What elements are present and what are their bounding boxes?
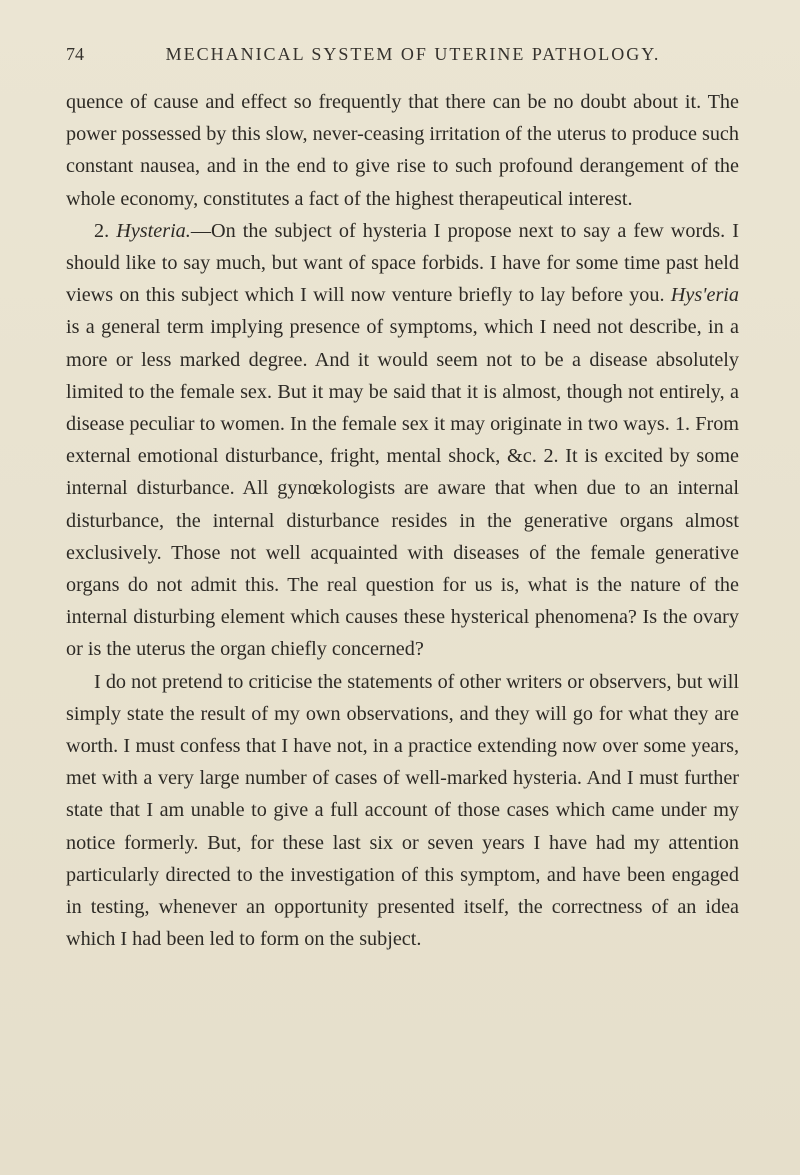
paragraph-continuation: quence of cause and effect so frequently that there can be no doubt about it. The power possessed by this slow, never-ceasing irritation of the uterus to produce such constant nausea, and in the end to give rise to such profound derangement of the whole economy, constitutes a fact of the highest therapeutical interest.	[66, 91, 739, 210]
page-number: 74	[66, 44, 84, 64]
italic-term: Hys'eria	[670, 284, 740, 307]
section-text: —On the subject of hysteria I propose next to say a few words. I should like to say much, but want of space forbids. I have for some time past held views on this subject which I will now venture briefly to lay before you.	[66, 219, 739, 307]
paragraph-hysteria	[66, 215, 739, 666]
section-number: 2.	[94, 219, 110, 242]
running-title: MECHANICAL SYSTEM OF UTERINE PATHOLOGY.	[165, 44, 661, 64]
section-text-continued: is a general term implying presence of symptoms, which I need not describe, in a more or less marked degree. And it would seem not to be a disease absolutely limited to the female sex. But it may be said that it is almost, though not entirely, a disease peculiar to women. In the female sex it may originate in two ways. 1. From external emotional disturbance, fright, mental shock, &c. 2. It is excited by some internal disturbance. All gynœkologists are aware that when due to an internal disturbance, the internal disturbance resides in the generative organs almost exclusively. Those not well acquainted with diseases of the female generative organs do not admit this. The real question for us is, what is the nature of the internal disturbing element which causes these hysterical phenomena? Is the ovary or is the uterus the organ chiefly concerned?	[66, 316, 739, 661]
body-text	[66, 86, 739, 955]
running-head	[66, 44, 738, 74]
paragraph-observations: I do not pretend to criticise the statements of other writers or observers, but will simply state the result of my own observations, and they will go for what they are worth. I must confess that I have not, in a practice extending now over some years, met with a very large number of cases of well-marked hysteria. And I must further state that I am unable to give a full account of those cases which came under my notice formerly. But, for these last six or seven years I have had my attention particularly directed to the investigation of this symptom, and have been engaged in testing, whenever an opportunity presented itself, the correctness of an idea which I had been led to form on the subject.	[66, 670, 739, 951]
section-heading: Hysteria.	[116, 219, 191, 242]
